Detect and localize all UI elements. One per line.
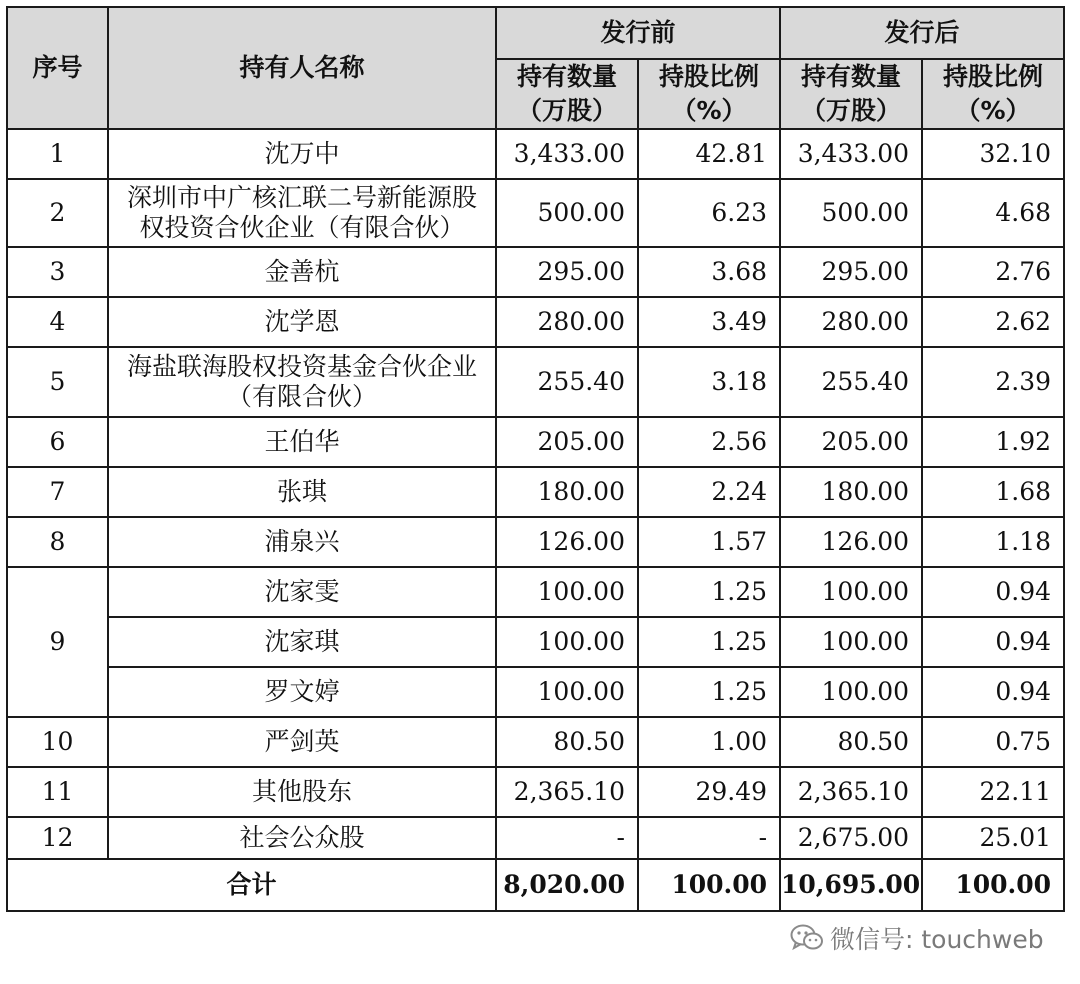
- seq-cell: 8: [7, 517, 108, 567]
- table-row: [7, 567, 1064, 617]
- ratio-unit: （%）: [671, 96, 747, 125]
- qty-before-cell: 2,365.10: [496, 767, 638, 817]
- qty-after-cell: 280.00: [780, 297, 922, 347]
- holder-name-cell: 王伯华: [108, 417, 496, 467]
- ratio-after-cell: 22.11: [922, 767, 1064, 817]
- table-row: [7, 617, 1064, 667]
- qty-after-cell: 100.00: [780, 617, 922, 667]
- col-header-ratio-after: [922, 59, 1064, 129]
- ratio-label: 持股比例: [659, 62, 760, 91]
- qty-after-cell: 180.00: [780, 467, 922, 517]
- holder-name-cell: 沈家雯: [108, 567, 496, 617]
- col-header-after-issue: 发行后: [780, 7, 1064, 59]
- ratio-before-cell: 3.49: [638, 297, 780, 347]
- seq-cell: 1: [7, 129, 108, 179]
- holder-name-cell: 罗文婷: [108, 667, 496, 717]
- wechat-icon: [790, 923, 824, 953]
- qty-after-cell: 2,675.00: [780, 817, 922, 859]
- ratio-unit: （%）: [955, 96, 1031, 125]
- seq-cell: 7: [7, 467, 108, 517]
- holder-name-cell: 海盐联海股权投资基金合伙企业（有限合伙）: [108, 347, 496, 417]
- holder-name-cell: 浦泉兴: [108, 517, 496, 567]
- qty-after-cell: 3,433.00: [780, 129, 922, 179]
- seq-cell: 9: [7, 567, 108, 717]
- ratio-after-cell: 1.68: [922, 467, 1064, 517]
- ratio-before-cell: 1.25: [638, 667, 780, 717]
- ratio-after-cell: 0.94: [922, 617, 1064, 667]
- qty-before-cell: 100.00: [496, 667, 638, 717]
- seq-cell: 12: [7, 817, 108, 859]
- ratio-after-cell: 0.94: [922, 667, 1064, 717]
- ratio-after-cell: 2.62: [922, 297, 1064, 347]
- total-ratio-before: 100.00: [638, 859, 780, 911]
- qty-before-cell: 295.00: [496, 247, 638, 297]
- qty-before-cell: 180.00: [496, 467, 638, 517]
- qty-after-cell: 295.00: [780, 247, 922, 297]
- table-row: [7, 297, 1064, 347]
- qty-unit: （万股）: [516, 96, 617, 125]
- qty-after-cell: 126.00: [780, 517, 922, 567]
- table-row: [7, 517, 1064, 567]
- ratio-after-cell: 2.39: [922, 347, 1064, 417]
- qty-after-cell: 205.00: [780, 417, 922, 467]
- col-header-before-issue: 发行前: [496, 7, 780, 59]
- holder-name-cell: 其他股东: [108, 767, 496, 817]
- holder-name-cell: 深圳市中广核汇联二号新能源股权投资合伙企业（有限合伙）: [108, 179, 496, 247]
- holder-name-cell: 沈家琪: [108, 617, 496, 667]
- qty-before-cell: 100.00: [496, 567, 638, 617]
- table-row: [7, 667, 1064, 717]
- qty-after-cell: 500.00: [780, 179, 922, 247]
- ratio-before-cell: 42.81: [638, 129, 780, 179]
- ratio-before-cell: 2.24: [638, 467, 780, 517]
- qty-label: 持有数量: [516, 62, 617, 91]
- total-qty-before: 8,020.00: [496, 859, 638, 911]
- ratio-before-cell: 1.25: [638, 617, 780, 667]
- ratio-after-cell: 32.10: [922, 129, 1064, 179]
- holder-name-cell: 张琪: [108, 467, 496, 517]
- seq-cell: 11: [7, 767, 108, 817]
- wechat-watermark: [790, 920, 1044, 956]
- col-header-qty-before: [496, 59, 638, 129]
- holder-name-cell: 金善杭: [108, 247, 496, 297]
- seq-cell: 10: [7, 717, 108, 767]
- seq-cell: 2: [7, 179, 108, 247]
- ratio-after-cell: 25.01: [922, 817, 1064, 859]
- col-header-holder-name: 持有人名称: [108, 7, 496, 129]
- qty-after-cell: 100.00: [780, 567, 922, 617]
- table-row: [7, 179, 1064, 247]
- qty-before-cell: -: [496, 817, 638, 859]
- seq-cell: 6: [7, 417, 108, 467]
- qty-before-cell: 500.00: [496, 179, 638, 247]
- ratio-before-cell: 1.25: [638, 567, 780, 617]
- holder-name-cell: 社会公众股: [108, 817, 496, 859]
- qty-before-cell: 3,433.00: [496, 129, 638, 179]
- total-ratio-after: 100.00: [922, 859, 1064, 911]
- ratio-before-cell: 6.23: [638, 179, 780, 247]
- total-row: [7, 859, 1064, 911]
- ratio-after-cell: 2.76: [922, 247, 1064, 297]
- col-header-qty-after: [780, 59, 922, 129]
- holder-name-cell: 严剑英: [108, 717, 496, 767]
- table-row: [7, 767, 1064, 817]
- ratio-after-cell: 0.94: [922, 567, 1064, 617]
- qty-after-cell: 100.00: [780, 667, 922, 717]
- table-row: [7, 347, 1064, 417]
- table-row: [7, 717, 1064, 767]
- total-qty-after: 10,695.00: [780, 859, 922, 911]
- table-row: [7, 467, 1064, 517]
- table-row: [7, 817, 1064, 859]
- ratio-before-cell: 3.18: [638, 347, 780, 417]
- col-header-ratio-before: [638, 59, 780, 129]
- qty-label: 持有数量: [801, 62, 902, 91]
- ratio-after-cell: 0.75: [922, 717, 1064, 767]
- holder-name-cell: 沈学恩: [108, 297, 496, 347]
- qty-before-cell: 100.00: [496, 617, 638, 667]
- seq-cell: 4: [7, 297, 108, 347]
- ratio-before-cell: 1.57: [638, 517, 780, 567]
- seq-cell: 3: [7, 247, 108, 297]
- ratio-before-cell: 3.68: [638, 247, 780, 297]
- ratio-after-cell: 1.92: [922, 417, 1064, 467]
- ratio-before-cell: 29.49: [638, 767, 780, 817]
- qty-after-cell: 2,365.10: [780, 767, 922, 817]
- shareholder-table: [6, 6, 1065, 912]
- ratio-after-cell: 4.68: [922, 179, 1064, 247]
- qty-before-cell: 255.40: [496, 347, 638, 417]
- ratio-label: 持股比例: [943, 62, 1044, 91]
- qty-before-cell: 280.00: [496, 297, 638, 347]
- seq-cell: 5: [7, 347, 108, 417]
- ratio-after-cell: 1.18: [922, 517, 1064, 567]
- ratio-before-cell: 2.56: [638, 417, 780, 467]
- qty-after-cell: 255.40: [780, 347, 922, 417]
- ratio-before-cell: 1.00: [638, 717, 780, 767]
- col-header-seq: 序号: [7, 7, 108, 129]
- table-row: [7, 129, 1064, 179]
- ratio-before-cell: -: [638, 817, 780, 859]
- qty-before-cell: 80.50: [496, 717, 638, 767]
- table-row: [7, 247, 1064, 297]
- qty-after-cell: 80.50: [780, 717, 922, 767]
- holder-name-cell: 沈万中: [108, 129, 496, 179]
- qty-unit: （万股）: [801, 96, 902, 125]
- qty-before-cell: 205.00: [496, 417, 638, 467]
- total-label: 合计: [7, 859, 496, 911]
- watermark-text: 微信号: touchweb: [830, 925, 1044, 954]
- table-row: [7, 417, 1064, 467]
- qty-before-cell: 126.00: [496, 517, 638, 567]
